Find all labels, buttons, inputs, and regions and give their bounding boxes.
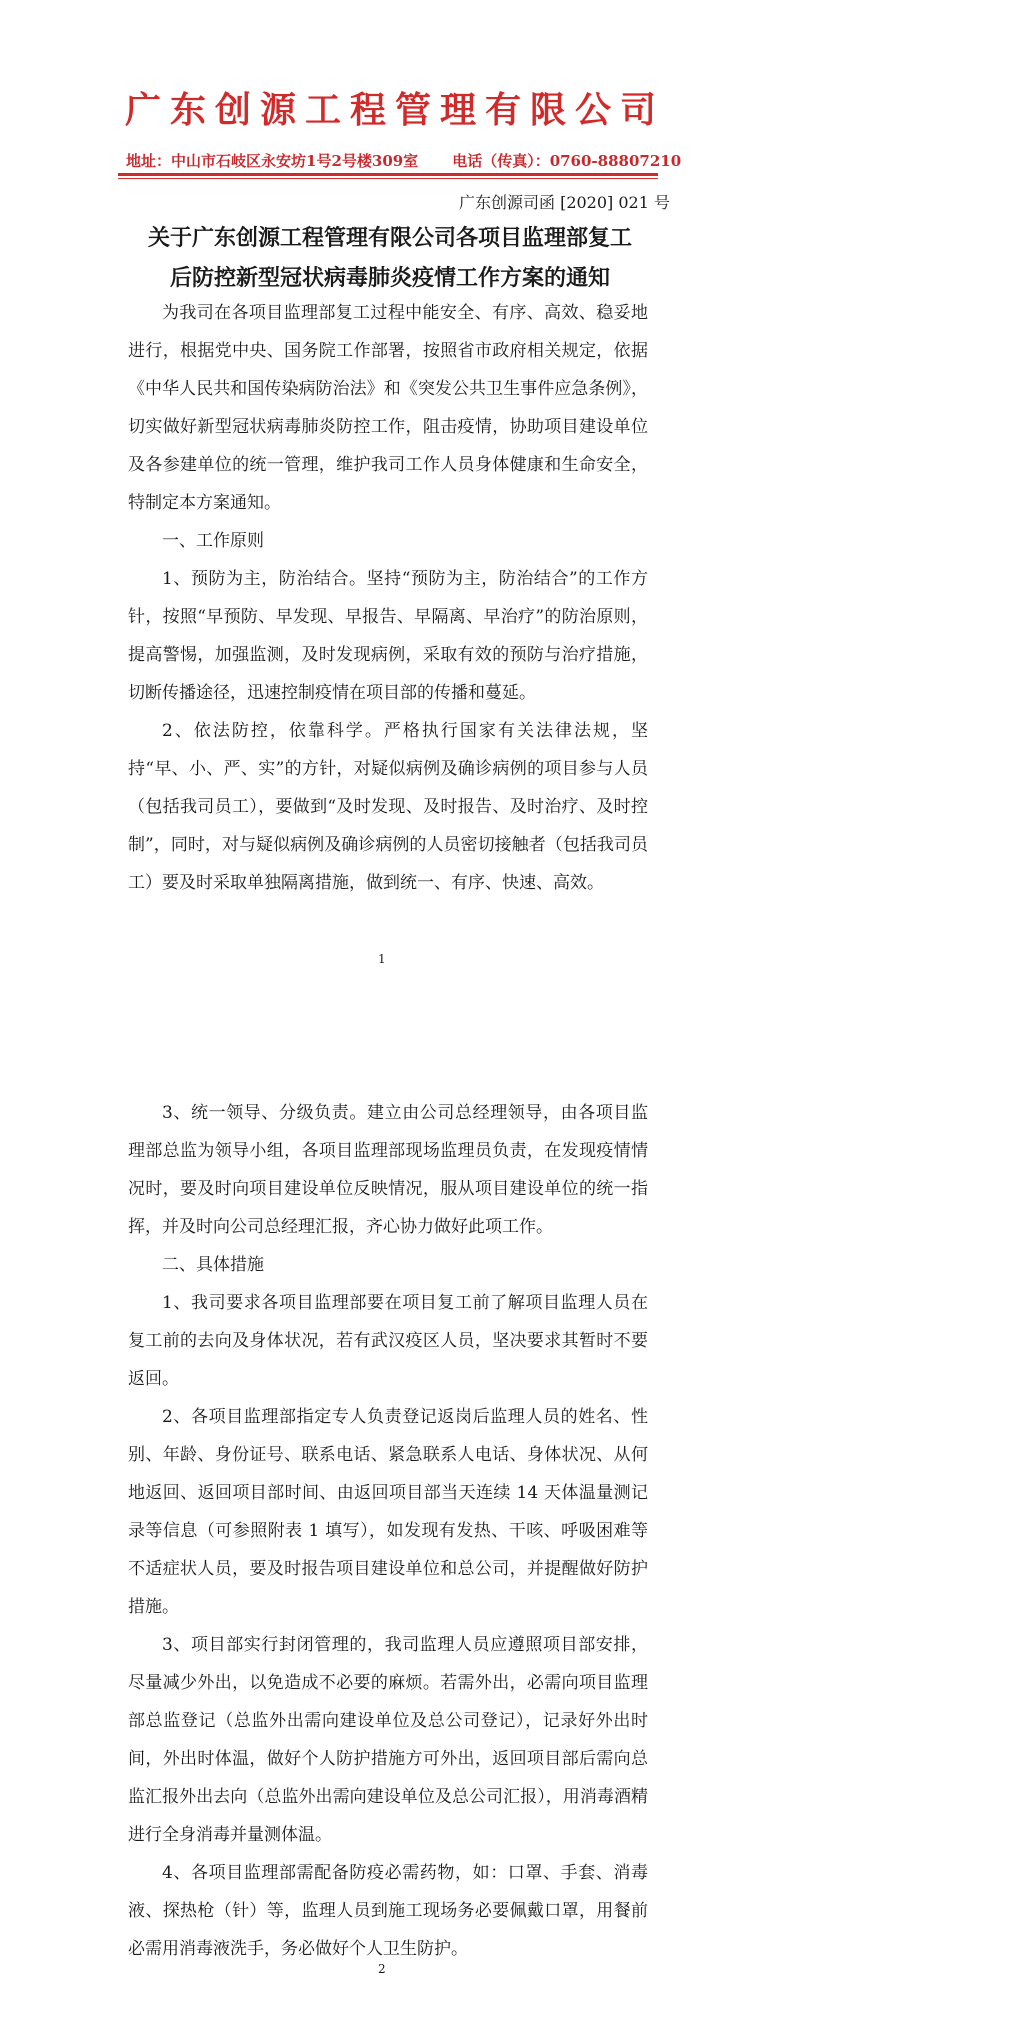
paragraph: 3、项目部实行封闭管理的，我司监理人员应遵照项目部安排，尽量减少外出，以免造成不必要的麻烦。若需外出，必需向项目监理部总监登记（总监外出需向建设单位及总公司登记），记录好外出时间，外出时体温，做好个人防护措施方可外出，返回项目部后需向总监汇报外出去向（总监外出需向建设单位及总公司汇报），用消毒酒精进行全身消毒并量测体温。 (128, 1635, 648, 1845)
letterhead-rule-thin (118, 178, 658, 179)
document-title (120, 218, 660, 298)
title-line-2: 后防控新型冠状病毒肺炎疫情工作方案的通知 (169, 265, 610, 291)
letterhead-contact (126, 150, 681, 171)
paragraph: 3、统一领导、分级负责。建立由公司总经理领导，由各项目监理部总监为领导小组，各项目监理部现场监理员负责，在发现疫情情况时，要及时向项目建设单位反映情况，服从项目建设单位的统一指挥，并及时向公司总经理汇报，齐心协力做好此项工作。 (128, 1103, 648, 1237)
document-number: 广东创源司函 [2020] 021 号 (458, 193, 670, 212)
letterhead-company-name: 广东创源工程管理有限公司 (125, 89, 666, 131)
page-number: 1 (378, 952, 386, 966)
page-number: 2 (378, 1962, 386, 1976)
document-page-2 (0, 1010, 1009, 2026)
document-page-1 (0, 0, 1009, 1010)
paragraph: 1、我司要求各项目监理部要在项目复工前了解项目监理人员在复工前的去向及身体状况，若有武汉疫区人员，坚决要求其暂时不要返回。 (128, 1293, 648, 1389)
section-heading: 一、工作原则 (162, 531, 264, 551)
letterhead-phone: 电话（传真）：0760-88807210 (452, 152, 682, 170)
section-heading: 二、具体措施 (162, 1255, 264, 1275)
paragraph: 2、各项目监理部指定专人负责登记返岗后监理人员的姓名、性别、年龄、身份证号、联系电话、紧急联系人电话、身体状况、从何地返回、返回项目部时间、由返回项目部当天连续 14 天体温量测记录等信息（可参照附表 1 填写），如发现有发热、干咳、呼吸困难等不适症状人员，要及时报告项目建设单位和总公司，并提醒做好防护措施。 (128, 1407, 648, 1617)
paragraph: 1、预防为主，防治结合。坚持“预防为主，防治结合”的工作方针，按照“早预防、早发现、早报告、早隔离、早治疗”的防治原则，提高警惕，加强监测，及时发现病例，采取有效的预防与治疗措施，切断传播途径，迅速控制疫情在项目部的传播和蔓延。 (128, 569, 648, 703)
paragraph: 为我司在各项目监理部复工过程中能安全、有序、高效、稳妥地进行，根据党中央、国务院工作部署，按照省市政府相关规定，依据《中华人民共和国传染病防治法》和《突发公共卫生事件应急条例》，切实做好新型冠状病毒肺炎防控工作，阻击疫情，协助项目建设单位及各参建单位的统一管理，维护我司工作人员身体健康和生命安全，特制定本方案通知。 (128, 303, 648, 513)
page-1-body (128, 294, 648, 902)
title-line-1: 关于广东创源工程管理有限公司各项目监理部复工 (147, 225, 632, 251)
paragraph: 2、依法防控，依靠科学。严格执行国家有关法律法规，坚持“早、小、严、实”的方针，对疑似病例及确诊病例的项目参与人员（包括我司员工），要做到“及时发现、及时报告、及时治疗、及时控制”，同时，对与疑似病例及确诊病例的人员密切接触者（包括我司员工）要及时采取单独隔离措施，做到统一、有序、快速、高效。 (128, 721, 648, 893)
page-2-body (128, 1094, 648, 1968)
letterhead-rule-thick (118, 173, 658, 176)
paragraph: 4、各项目监理部需配备防疫必需药物，如：口罩、手套、消毒液、探热枪（针）等，监理人员到施工现场务必要佩戴口罩，用餐前必需用消毒液洗手，务必做好个人卫生防护。 (128, 1863, 648, 1959)
letterhead-address: 地址：中山市石岐区永安坊1号2号楼309室 (126, 152, 419, 170)
